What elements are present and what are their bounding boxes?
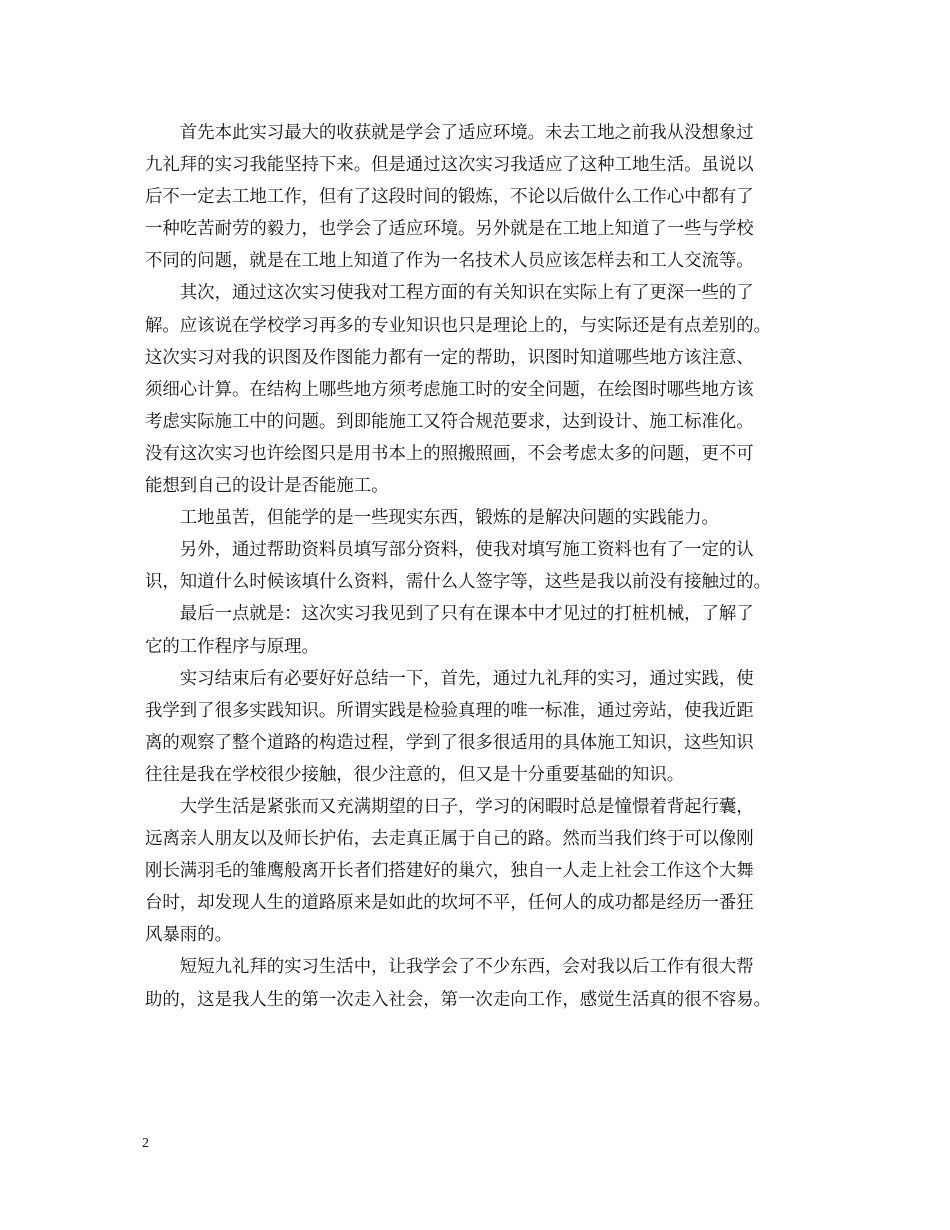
document-body	[145, 117, 817, 1016]
text-line: 远离亲人朋友以及师长护佑，去走真正属于自己的路。然而当我们终于可以像刚	[145, 829, 754, 850]
text-line: 没有这次实习也许绘图只是用书本上的照搬照画，不会考虑太多的问题，更不可	[145, 443, 754, 464]
text-line: 离的观察了整个道路的构造过程，学到了很多很适用的具体施工知识，这些知识	[145, 732, 754, 753]
text-line: 刚长满羽毛的雏鹰般离开长者们搭建好的巢穴，独自一人走上社会工作这个大舞	[145, 861, 754, 882]
text-line: 首先本此实习最大的收获就是学会了适应环境。未去工地之前我从没想象过	[145, 123, 754, 143]
text-line: 不同的问题，就是在工地上知道了作为一名技术人员应该怎样去和工人交流等。	[145, 251, 754, 272]
text-line: 台时，却发现人生的道路原来是如此的坎坷不平，任何人的成功都是经历一番狂	[145, 893, 754, 914]
text-line: 最后一点就是：这次实习我见到了只有在课本中才见过的打桩机械，了解了	[145, 604, 754, 625]
text-line: 考虑实际施工中的问题。到即能施工又符合规范要求，达到设计、施工标准化。	[145, 411, 754, 432]
text-line: 九礼拜的实习我能坚持下来。但是通过这次实习我适应了这种工地生活。虽说以	[145, 155, 754, 176]
text-line: 实习结束后有必要好好总结一下，首先，通过九礼拜的实习，通过实践，使	[145, 668, 754, 689]
text-line: 另外，通过帮助资料员填写部分资料，使我对填写施工资料也有了一定的认	[145, 540, 754, 561]
text-line: 工地虽苦，但能学的是一些现实东西，锻炼的是解决问题的实践能力。	[145, 508, 719, 529]
text-line: 短短九礼拜的实习生活中，让我学会了不少东西，会对我以后工作有很大帮	[145, 957, 754, 978]
text-line: 我学到了很多实践知识。所谓实践是检验真理的唯一标准，通过旁站，使我近距	[145, 700, 754, 721]
text-line: 能想到自己的设计是否能施工。	[145, 476, 389, 497]
page-number: 2	[142, 1136, 149, 1151]
text-line: 其次，通过这次实习使我对工程方面的有关知识在实际上有了更深一些的了	[145, 283, 754, 304]
text-line: 解。应该说在学校学习再多的专业知识也只是理论上的，与实际还是有点差别的。	[145, 315, 772, 336]
text-line: 后不一定去工地工作，但有了这段时间的锻炼，不论以后做什么工作心中都有了	[145, 187, 754, 208]
text-line: 大学生活是紧张而又充满期望的日子，学习的闲暇时总是憧憬着背起行囊，	[145, 796, 754, 817]
text-line: 往往是我在学校很少接触，很少注意的，但又是十分重要基础的知识。	[145, 764, 685, 785]
text-line: 须细心计算。在结构上哪些地方须考虑施工时的安全问题，在绘图时哪些地方该	[145, 379, 754, 400]
text-line: 它的工作程序与原理。	[145, 636, 319, 657]
text-line: 识，知道什么时候该填什么资料，需什么人签字等，这些是我以前没有接触过的。	[145, 572, 772, 593]
text-line: 一种吃苦耐劳的毅力，也学会了适应环境。另外就是在工地上知道了一些与学校	[145, 219, 754, 240]
text-line: 风暴雨的。	[145, 925, 232, 946]
text-line: 这次实习对我的识图及作图能力都有一定的帮助，识图时知道哪些地方该注意、	[145, 347, 754, 368]
text-line: 助的，这是我人生的第一次走入社会，第一次走向工作，感觉生活真的很不容易。	[145, 989, 772, 1010]
